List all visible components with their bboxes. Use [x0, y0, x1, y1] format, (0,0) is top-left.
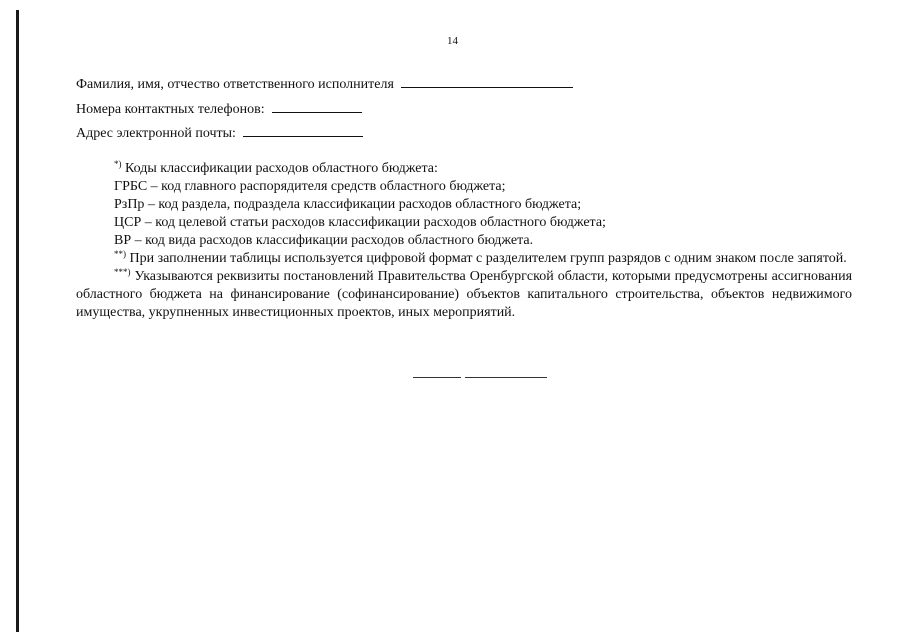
contact-phones-label: Номера контактных телефонов:	[76, 102, 265, 117]
end-separator-right	[465, 377, 547, 378]
code-item-vr: ВР – код вида расходов классификации расходов областного бюджета.	[114, 233, 534, 248]
footnote-3-marker: ***)	[114, 267, 131, 277]
email-blank	[243, 124, 363, 137]
footnote-2-text: При заполнении таблицы используется цифровой формат с разделителем групп разрядов с одним знаком после запятой.	[129, 251, 847, 266]
email-label: Адрес электронной почты:	[76, 126, 236, 141]
footnote-3-text: Указываются реквизиты постановлений Правительства Оренбургской области, которыми предусмотрены ассигнования областного бюджета на финансирование (софинансирование) объектов капитального строительства, объектов недвижимого имущества, укрупненных инвестиционных проектов, иных мероприятий.	[76, 269, 853, 320]
footnote-2-marker: **)	[114, 249, 126, 259]
responsible-person-field	[76, 75, 573, 93]
end-separator-left	[413, 377, 461, 378]
contact-phones-field	[76, 100, 362, 118]
footnote-1-title: Коды классификации расходов областного бюджета:	[125, 161, 438, 176]
footnotes	[76, 160, 852, 322]
footnote-2	[76, 250, 852, 268]
responsible-person-label: Фамилия, имя, отчество ответственного исполнителя	[76, 77, 394, 92]
page-number: 14	[447, 35, 458, 47]
code-item-grbs: ГРБС – код главного распорядителя средств областного бюджета;	[114, 179, 506, 194]
footnote-1	[76, 160, 852, 178]
footnote-3	[76, 268, 852, 322]
page-margin-rule	[16, 10, 19, 632]
footnote-1-marker: *)	[114, 159, 122, 169]
responsible-person-blank	[401, 75, 573, 88]
email-field	[76, 124, 363, 142]
contact-phones-blank	[272, 100, 362, 113]
code-item-rzpr: РзПр – код раздела, подраздела классификации расходов областного бюджета;	[114, 197, 582, 212]
code-item-csr: ЦСР – код целевой статьи расходов классификации расходов областного бюджета;	[114, 215, 606, 230]
